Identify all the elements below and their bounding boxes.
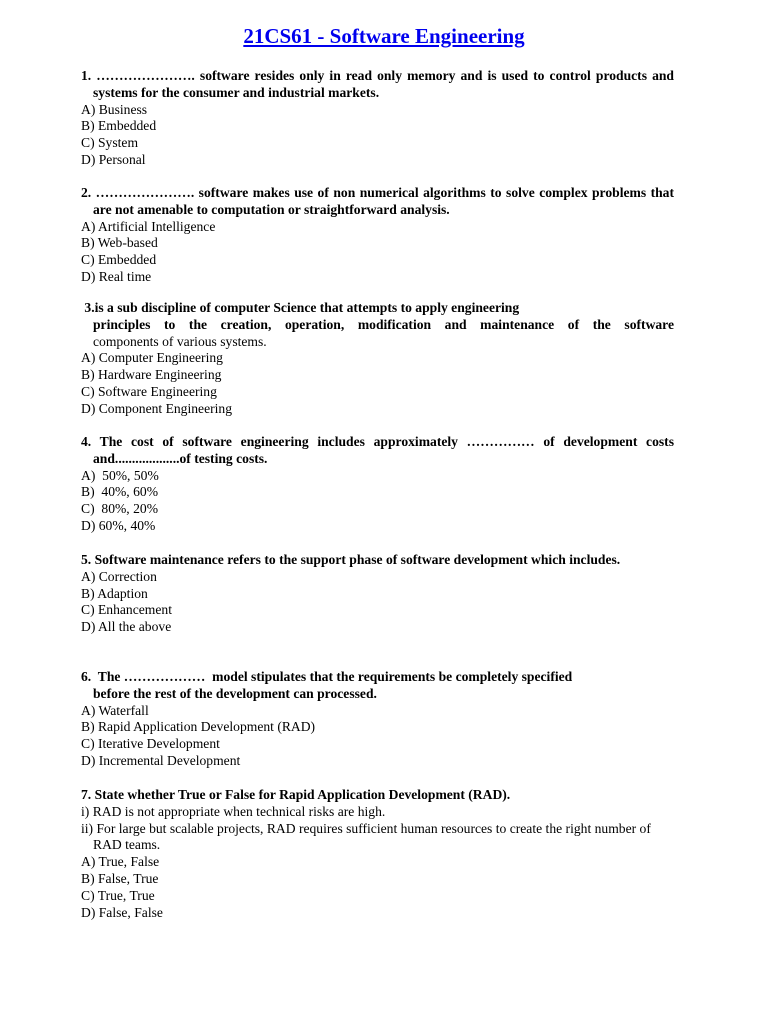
document-title[interactable]: 21CS61 - Software Engineering xyxy=(243,24,525,48)
option-c: C) Iterative Development xyxy=(81,736,220,752)
question-2 xyxy=(81,185,674,286)
option-d: D) False, False xyxy=(81,904,163,920)
statement-i: i) RAD is not appropriate when technical risks are high. xyxy=(81,803,386,819)
option-b: B) Hardware Engineering xyxy=(81,367,222,383)
option-c: C) System xyxy=(81,135,139,151)
option-a: A) Business xyxy=(81,101,148,117)
question-stem: 2. …………………. software makes use of non numerical algorithms to solve complex problems that are not amenable to computation or straightforward analysis. xyxy=(81,185,674,217)
option-c: C) Software Engineering xyxy=(81,383,217,399)
option-a: A) 50%, 50% xyxy=(81,467,159,483)
question-5 xyxy=(81,552,674,636)
option-d: D) All the above xyxy=(81,619,172,635)
question-1 xyxy=(81,68,674,169)
question-stem-line-1: 6. The ……………… model stipulates that the requirements be completely specified xyxy=(81,669,573,684)
question-3 xyxy=(81,300,674,418)
option-a: A) Waterfall xyxy=(81,702,149,718)
question-stem: 1. …………………. software resides only in read only memory and is used to control products and systems for the consumer and industrial markets. xyxy=(81,68,674,100)
option-c: C) Enhancement xyxy=(81,602,172,618)
option-b: B) Embedded xyxy=(81,118,157,134)
question-stem: 7. State whether True or False for Rapid Application Development (RAD). xyxy=(81,787,511,802)
option-d: D) Incremental Development xyxy=(81,752,241,768)
option-d: D) Real time xyxy=(81,268,152,284)
option-a: A) Artificial Intelligence xyxy=(81,218,216,234)
question-4 xyxy=(81,434,674,535)
option-a: A) Computer Engineering xyxy=(81,350,223,366)
option-b: B) Adaption xyxy=(81,585,148,601)
option-c: C) Embedded xyxy=(81,252,157,268)
statement-ii: ii) For large but scalable projects, RAD requires sufficient human resources to create the right number of RAD teams. xyxy=(81,820,651,853)
option-b: B) Rapid Application Development (RAD) xyxy=(81,719,316,735)
question-stem-line-3: components of various systems. xyxy=(93,333,267,349)
question-stem: 5. Software maintenance refers to the support phase of software development which includes. xyxy=(81,552,621,567)
question-stem: 4. The cost of software engineering includes approximately …………… of development costs and...................of testing costs. xyxy=(81,434,674,466)
option-d: D) Component Engineering xyxy=(81,400,233,416)
question-stem-line-1: 3.is a sub discipline of computer Science that attempts to apply engineering xyxy=(81,300,520,315)
question-7 xyxy=(81,787,674,921)
option-c: C) True, True xyxy=(81,887,155,903)
question-6 xyxy=(81,669,674,770)
option-b: B) False, True xyxy=(81,870,159,886)
option-a: A) Correction xyxy=(81,568,157,584)
option-b: B) Web-based xyxy=(81,235,158,251)
option-c: C) 80%, 20% xyxy=(81,501,159,517)
question-stem-line-2: principles to the creation, operation, modification and maintenance of the software xyxy=(93,316,674,332)
option-d: D) 60%, 40% xyxy=(81,517,156,533)
option-a: A) True, False xyxy=(81,854,160,870)
question-stem-line-2: before the rest of the development can processed. xyxy=(93,685,377,701)
option-b: B) 40%, 60% xyxy=(81,484,159,500)
option-d: D) Personal xyxy=(81,151,146,167)
